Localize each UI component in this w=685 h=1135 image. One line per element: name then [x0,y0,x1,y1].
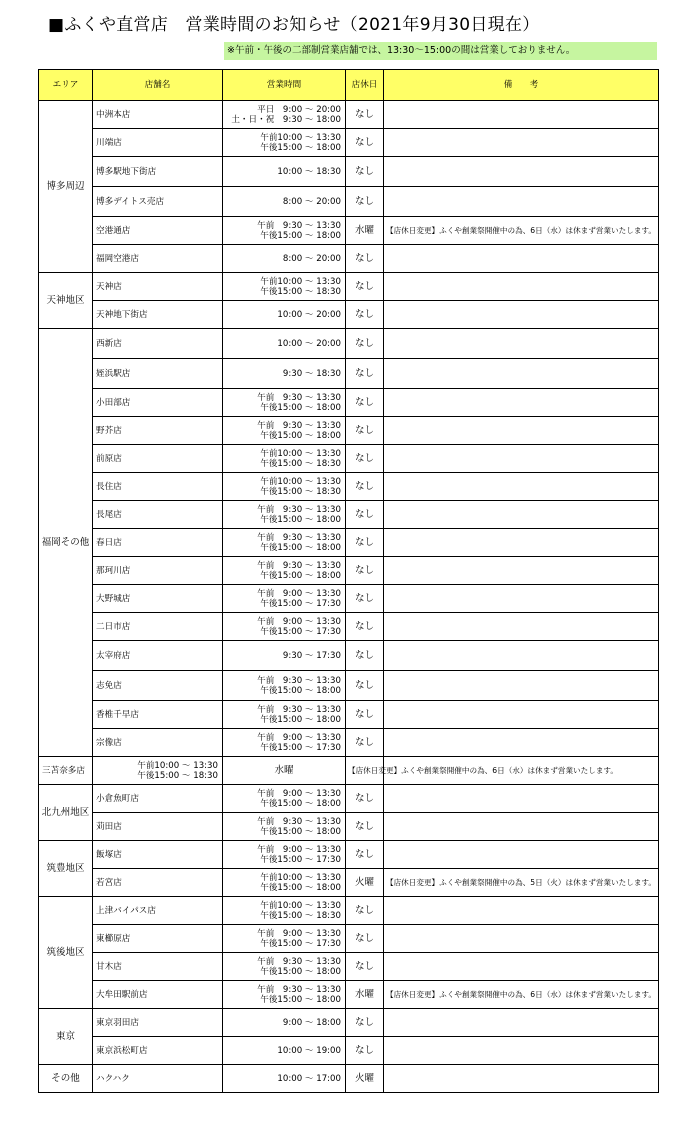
hours-line-1: 午前 9:00 ～ 13:30 [257,732,341,743]
closed-day-cell: なし [346,301,384,329]
table-row [39,671,659,701]
remarks-cell [384,301,659,329]
hours-cell [223,359,346,389]
remarks-cell [384,245,659,273]
hours-cell [223,557,346,585]
store-name-cell: 空港通店 [93,217,223,245]
hours-line-2: 午後15:00 ～ 18:00 [260,994,341,1005]
closed-day-cell: なし [346,729,384,757]
remarks-cell: 【店休日変更】ふくや創業祭開催中の為、5日（火）は休まず営業いたします。 [384,869,659,897]
remarks-cell [384,529,659,557]
hours-line-1: 9:30 ～ 18:30 [282,368,341,379]
table-row [39,273,659,301]
hours-line-1: 午前 9:30 ～ 13:30 [257,504,341,515]
hours-cell [223,389,346,417]
hours-line-2: 午後15:00 ～ 18:00 [260,826,341,837]
store-name-cell: 那珂川店 [93,557,223,585]
hours-cell [223,671,346,701]
hours-line-1: 午前 9:30 ～ 13:30 [257,392,341,403]
table-header-row [39,70,659,101]
remarks-cell [384,671,659,701]
hours-line-1: 午前10:00 ～ 13:30 [260,132,341,143]
hours-line-1: 午前 9:30 ～ 13:30 [257,816,341,827]
table-row [39,473,659,501]
remarks-cell [384,925,659,953]
store-name-cell: 天神店 [93,273,223,301]
area-cell: 北九州地区 [39,785,93,841]
remarks-cell [384,129,659,157]
remarks-cell [384,417,659,445]
remarks-cell [384,329,659,359]
table-body [39,101,659,1093]
closed-day-cell: なし [346,101,384,129]
table-row [39,245,659,273]
hours-line-2: 午後15:00 ～ 18:30 [260,486,341,497]
hours-line-1: 午前 9:00 ～ 13:30 [257,788,341,799]
table-row [39,585,659,613]
closed-day-cell: なし [346,129,384,157]
hours-cell [223,641,346,671]
hours-line-1: 午前 9:30 ～ 13:30 [257,704,341,715]
hours-line-1: 午前 9:00 ～ 13:30 [257,844,341,855]
store-hours-table [38,69,659,1093]
table-row [39,785,659,813]
hours-line-1: 午前10:00 ～ 13:30 [260,448,341,459]
store-name-cell: 福岡空港店 [93,245,223,273]
hours-cell [223,729,346,757]
table-row [39,613,659,641]
table-row [39,701,659,729]
store-name-cell: ハクハク [93,1065,223,1093]
hours-line-1: 午前10:00 ～ 13:30 [137,760,218,771]
store-name-cell: 大牟田駅前店 [93,981,223,1009]
closed-day-cell: なし [346,785,384,813]
hours-cell [223,925,346,953]
remarks-cell [384,1009,659,1037]
store-name-cell: 宗像店 [93,729,223,757]
closed-day-cell: なし [346,501,384,529]
table-row [39,557,659,585]
table-row [39,953,659,981]
hours-cell [223,445,346,473]
hours-cell [223,785,346,813]
hours-line-2: 午後15:00 ～ 18:00 [260,882,341,893]
closed-day-cell: なし [346,671,384,701]
hours-line-2: 午後15:00 ～ 17:30 [260,938,341,949]
header-hours: 営業時間 [223,70,346,101]
hours-cell [223,329,346,359]
remarks-cell [384,613,659,641]
hours-cell [223,501,346,529]
hours-line-1: 10:00 ～ 17:00 [277,1073,341,1084]
hours-line-1: 午前 9:30 ～ 13:30 [257,560,341,571]
hours-line-1: 午前 9:00 ～ 13:30 [257,588,341,599]
page-title: ■ふくや直営店 営業時間のお知らせ（2021年9月30日現在） [48,15,540,35]
closed-day-cell: 水曜 [346,217,384,245]
table-row [39,813,659,841]
hours-line-1: 午前 9:00 ～ 13:30 [257,928,341,939]
table-row [39,301,659,329]
remarks-cell [384,729,659,757]
store-name-cell: 前原店 [93,445,223,473]
table-row [39,897,659,925]
remarks-cell [384,273,659,301]
hours-line-1: 9:30 ～ 17:30 [282,650,341,661]
hours-cell [223,301,346,329]
hours-cell [223,217,346,245]
hours-cell [223,841,346,869]
store-name-cell: 東京羽田店 [93,1009,223,1037]
table-row [39,129,659,157]
hours-line-2: 午後15:00 ～ 18:30 [260,286,341,297]
store-name-cell: 西新店 [93,329,223,359]
closed-day-cell: なし [346,445,384,473]
remarks-cell [384,641,659,671]
area-cell: その他 [39,1065,93,1093]
hours-cell [223,273,346,301]
area-cell: 天神地区 [39,273,93,329]
remarks-cell [384,157,659,187]
hours-cell [93,757,223,785]
hours-line-2: 午後15:00 ～ 18:00 [260,514,341,525]
hours-line-2: 午後15:00 ～ 17:30 [260,854,341,865]
hours-cell [223,473,346,501]
hours-line-2: 午後15:00 ～ 18:00 [260,685,341,696]
hours-line-2: 午後15:00 ～ 18:00 [260,798,341,809]
table-row [39,359,659,389]
hours-cell [223,529,346,557]
area-cell: 筑後地区 [39,897,93,1009]
remarks-cell [384,785,659,813]
hours-line-2: 午後15:00 ～ 18:00 [260,230,341,241]
remarks-cell [384,389,659,417]
closed-day-cell: 火曜 [346,869,384,897]
store-name-cell: 香椎千早店 [93,701,223,729]
store-name-cell: 苅田店 [93,813,223,841]
store-name-cell: 上津バイパス店 [93,897,223,925]
store-name-cell: 大野城店 [93,585,223,613]
hours-cell [223,585,346,613]
hours-cell [223,101,346,129]
hours-line-1: 10:00 ～ 19:00 [277,1045,341,1056]
closed-day-cell: 水曜 [223,757,346,785]
store-name-cell: 小倉魚町店 [93,785,223,813]
hours-line-2: 土・日・祝 9:30 ～ 18:00 [231,114,341,125]
area-cell: 福岡その他 [39,329,93,757]
store-name-cell: 東櫛原店 [93,925,223,953]
closed-day-cell: 水曜 [346,981,384,1009]
hours-cell [223,981,346,1009]
hours-cell [223,129,346,157]
remarks-cell [384,585,659,613]
area-cell: 博多周辺 [39,101,93,273]
hours-line-1: 8:00 ～ 20:00 [282,253,341,264]
store-name-cell: 野芥店 [93,417,223,445]
hours-line-2: 午後15:00 ～ 17:30 [260,598,341,609]
table-row [39,925,659,953]
header-area: エリア [39,70,93,101]
remarks-cell [384,101,659,129]
hours-cell [223,1037,346,1065]
store-name-cell: 志免店 [93,671,223,701]
closed-day-cell: なし [346,329,384,359]
closed-day-cell: なし [346,245,384,273]
header-closed: 店休日 [346,70,384,101]
closed-day-cell: なし [346,473,384,501]
store-name-cell: 小田部店 [93,389,223,417]
remarks-cell [384,897,659,925]
hours-line-2: 午後15:00 ～ 18:00 [260,542,341,553]
store-name-cell: 川端店 [93,129,223,157]
hours-line-1: 午前 9:30 ～ 13:30 [257,220,341,231]
store-name-cell: 太宰府店 [93,641,223,671]
store-name-cell: 博多デイトス売店 [93,187,223,217]
hours-line-2: 午後15:00 ～ 18:30 [260,910,341,921]
table-row [39,1065,659,1093]
hours-line-1: 午前10:00 ～ 13:30 [260,900,341,911]
hours-line-1: 午前 9:30 ～ 13:30 [257,956,341,967]
hours-line-1: 8:00 ～ 20:00 [282,196,341,207]
store-name-cell: 博多駅地下街店 [93,157,223,187]
notice-banner: ※午前・午後の二部制営業店舗では、13:30〜15:00の間は営業しておりません。 [224,42,657,60]
area-cell: 東京 [39,1009,93,1065]
store-name-cell: 三苫奈多店 [39,757,93,785]
hours-cell [223,245,346,273]
remarks-cell [384,445,659,473]
table-row [39,187,659,217]
hours-cell [223,869,346,897]
hours-line-1: 10:00 ～ 20:00 [277,338,341,349]
hours-line-1: 午前10:00 ～ 13:30 [260,872,341,883]
store-name-cell: 姪浜駅店 [93,359,223,389]
table-row [39,389,659,417]
store-name-cell: 二日市店 [93,613,223,641]
hours-line-2: 午後15:00 ～ 17:30 [260,742,341,753]
remarks-cell [384,1037,659,1065]
store-name-cell: 甘木店 [93,953,223,981]
closed-day-cell: なし [346,389,384,417]
hours-line-2: 午後15:00 ～ 18:30 [260,458,341,469]
hours-cell [223,1009,346,1037]
remarks-cell: 【店休日変更】ふくや創業祭開催中の為、6日（水）は休まず営業いたします。 [346,757,384,785]
store-name-cell: 東京浜松町店 [93,1037,223,1065]
closed-day-cell: なし [346,1009,384,1037]
closed-day-cell: なし [346,585,384,613]
closed-day-cell: なし [346,187,384,217]
table-row [39,529,659,557]
remarks-cell [384,841,659,869]
closed-day-cell: 火曜 [346,1065,384,1093]
hours-cell [223,1065,346,1093]
hours-line-2: 午後15:00 ～ 18:30 [137,770,218,781]
closed-day-cell: なし [346,613,384,641]
remarks-cell: 【店休日変更】ふくや創業祭開催中の為、6日（水）は休まず営業いたします。 [384,981,659,1009]
header-store: 店舗名 [93,70,223,101]
hours-line-1: 午前 9:30 ～ 13:30 [257,984,341,995]
hours-cell [223,953,346,981]
remarks-cell [384,473,659,501]
table-row [39,101,659,129]
hours-cell [223,417,346,445]
hours-line-1: 午前10:00 ～ 13:30 [260,276,341,287]
table-row [39,729,659,757]
hours-line-1: 10:00 ～ 20:00 [277,309,341,320]
table-row [39,841,659,869]
hours-cell [223,897,346,925]
hours-cell [223,613,346,641]
table-row [39,869,659,897]
table-row [39,641,659,671]
closed-day-cell: なし [346,359,384,389]
remarks-cell [384,501,659,529]
hours-line-2: 午後15:00 ～ 18:00 [260,402,341,413]
store-name-cell: 若宮店 [93,869,223,897]
remarks-cell [384,701,659,729]
table-row [39,157,659,187]
hours-cell [223,157,346,187]
hours-line-1: 午前10:00 ～ 13:30 [260,476,341,487]
hours-line-2: 午後15:00 ～ 18:00 [260,142,341,153]
store-name-cell: 春日店 [93,529,223,557]
store-name-cell: 天神地下街店 [93,301,223,329]
table-row [39,757,659,785]
table-row [39,445,659,473]
hours-cell [223,813,346,841]
table-row [39,1009,659,1037]
remarks-cell: 【店休日変更】ふくや創業祭開催中の為、6日（水）は休まず営業いたします。 [384,217,659,245]
remarks-cell [384,187,659,217]
table-row [39,981,659,1009]
closed-day-cell: なし [346,557,384,585]
remarks-cell [384,359,659,389]
closed-day-cell: なし [346,1037,384,1065]
closed-day-cell: なし [346,701,384,729]
hours-line-2: 午後15:00 ～ 17:30 [260,626,341,637]
hours-cell [223,187,346,217]
hours-line-1: 9:00 ～ 18:00 [282,1017,341,1028]
remarks-cell [384,557,659,585]
closed-day-cell: なし [346,953,384,981]
hours-line-1: 午前 9:00 ～ 13:30 [257,616,341,627]
remarks-cell [384,813,659,841]
area-cell: 筑豊地区 [39,841,93,897]
closed-day-cell: なし [346,273,384,301]
hours-line-2: 午後15:00 ～ 18:00 [260,430,341,441]
remarks-cell [384,1065,659,1093]
hours-line-1: 午前 9:30 ～ 13:30 [257,532,341,543]
hours-line-2: 午後15:00 ～ 18:00 [260,570,341,581]
store-name-cell: 飯塚店 [93,841,223,869]
hours-cell [223,701,346,729]
closed-day-cell: なし [346,841,384,869]
hours-line-1: 午前 9:30 ～ 13:30 [257,420,341,431]
hours-line-1: 平日 9:00 ～ 20:00 [257,104,341,115]
hours-line-1: 10:00 ～ 18:30 [277,166,341,177]
hours-line-2: 午後15:00 ～ 18:00 [260,966,341,977]
closed-day-cell: なし [346,925,384,953]
table-row [39,417,659,445]
closed-day-cell: なし [346,813,384,841]
table-row [39,1037,659,1065]
closed-day-cell: なし [346,157,384,187]
closed-day-cell: なし [346,417,384,445]
store-name-cell: 長尾店 [93,501,223,529]
store-name-cell: 長住店 [93,473,223,501]
table-row [39,217,659,245]
hours-line-2: 午後15:00 ～ 18:00 [260,714,341,725]
header-remarks: 備 考 [384,70,659,101]
hours-line-1: 午前 9:30 ～ 13:30 [257,675,341,686]
remarks-cell [384,953,659,981]
closed-day-cell: なし [346,529,384,557]
table-row [39,329,659,359]
closed-day-cell: なし [346,641,384,671]
table-row [39,501,659,529]
store-name-cell: 中洲本店 [93,101,223,129]
closed-day-cell: なし [346,897,384,925]
